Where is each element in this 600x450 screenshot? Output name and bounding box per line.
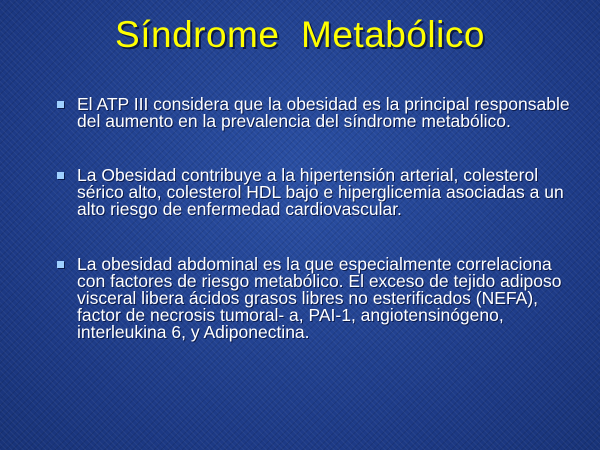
slide-title: Síndrome Metabólico — [115, 14, 485, 55]
bullet-text: La obesidad abdominal es la que especialmente correlaciona con factores de riesgo metabólico. El exceso de tejido adiposo visceral libera ácidos grasos libres no esterificados (NEFA), factor de necrosis tumoral- a, PAI-1, angiotensinógeno, interleukina 6, y Adiponectina. — [77, 254, 562, 342]
bullet-text: La Obesidad contribuye a la hipertensión arterial, colesterol sérico alto, colesterol HDL bajo e hiperglicemia asociadas a un alto riesgo de enfermedad cardiovascular. — [77, 165, 564, 219]
bullet-text: El ATP III considera que la obesidad es la principal responsable del aumento en la prevalencia del síndrome metabólico. — [77, 94, 570, 131]
bullet-list — [52, 96, 572, 378]
bullet-item — [52, 256, 572, 341]
square-bullet-icon — [57, 101, 64, 108]
square-bullet-icon — [57, 261, 64, 268]
square-bullet-icon — [57, 172, 64, 179]
bullet-item — [52, 167, 572, 218]
bullet-item — [52, 96, 572, 130]
